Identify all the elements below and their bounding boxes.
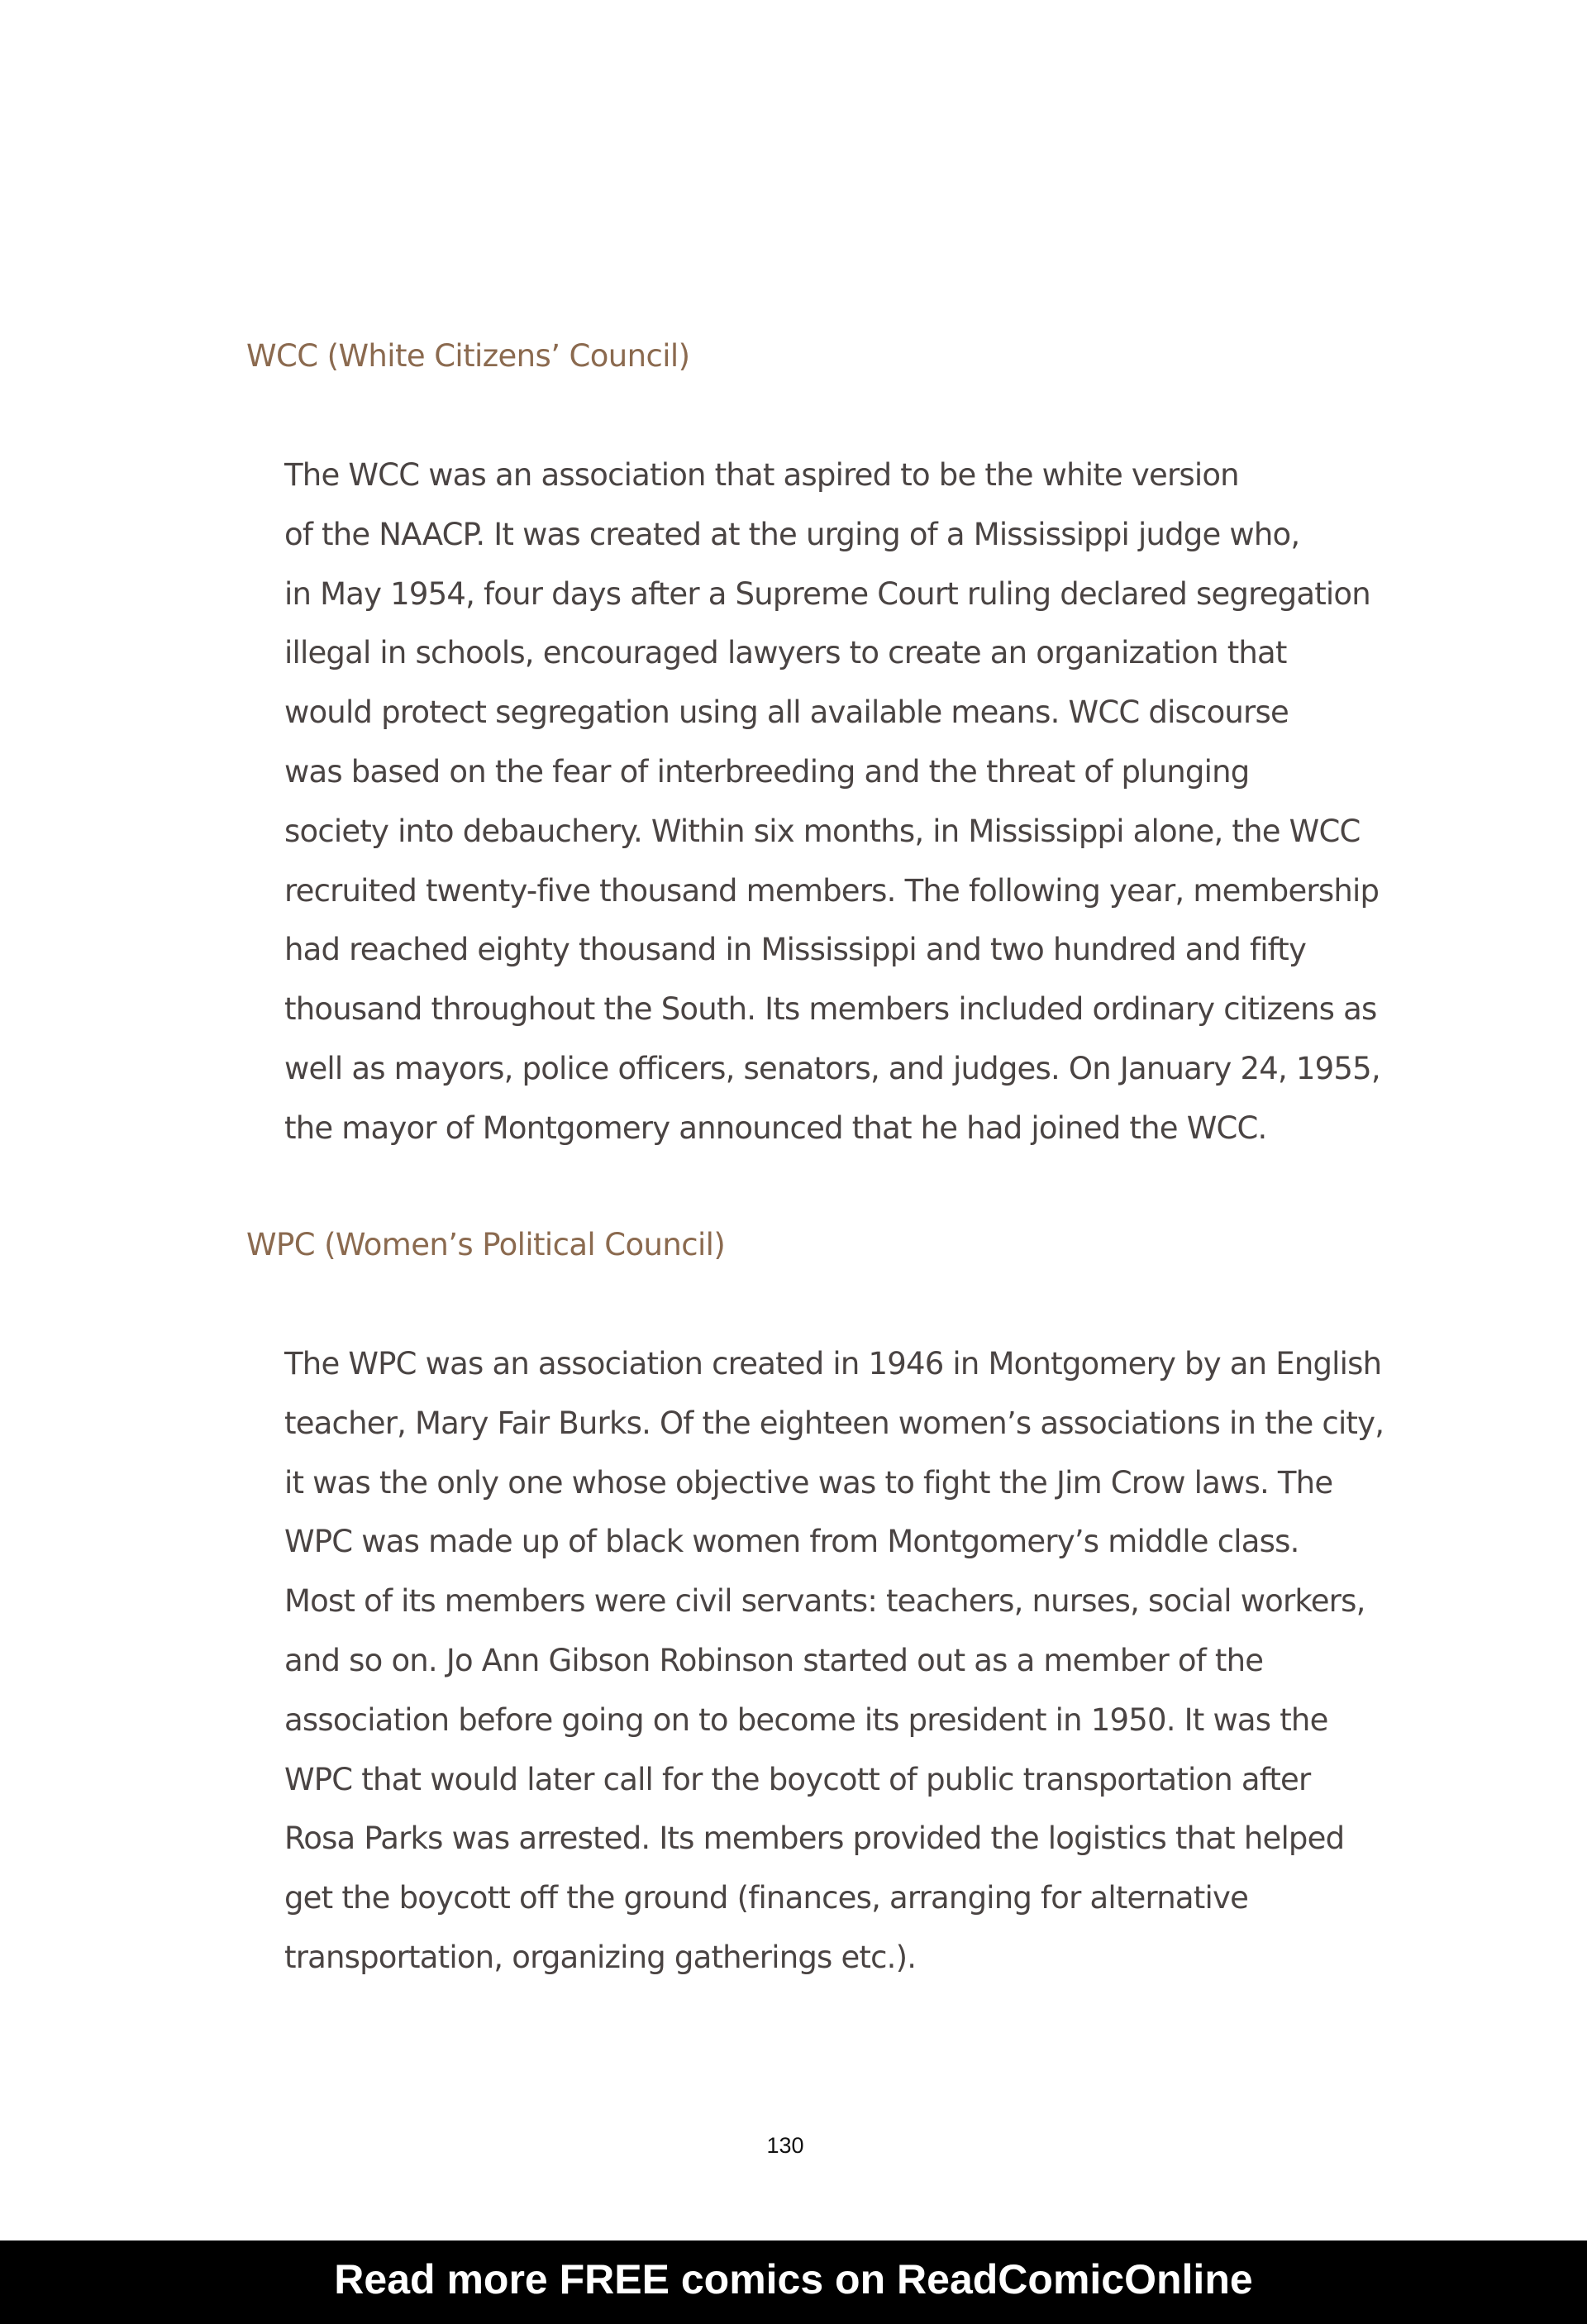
text-line: in May 1954, four days after a Supreme Court ruling declared segregation <box>284 575 1370 612</box>
text-line: of the NAACP. It was created at the urging of a Mississippi judge who, <box>284 516 1300 552</box>
text-line: WPC that would later call for the boycott of public transportation after <box>284 1761 1311 1797</box>
text-line: society into debauchery. Within six months, in Mississippi alone, the WCC <box>284 813 1361 849</box>
section-body-wcc <box>284 446 1392 1158</box>
section-body-wpc <box>284 1334 1392 1988</box>
text-line: recruited twenty-five thousand members. The following year, membership <box>284 872 1380 909</box>
text-line: had reached eighty thousand in Mississippi and two hundred and fifty <box>284 932 1307 968</box>
text-line: get the boycott off the ground (finances, arranging for alternative <box>284 1880 1249 1916</box>
section-heading-wpc: WPC (Women’s Political Council) <box>246 1227 726 1262</box>
text-line: well as mayors, police officers, senators, and judges. On January 24, 1955, <box>284 1050 1380 1086</box>
promo-banner[interactable] <box>0 2240 1587 2324</box>
text-line: and so on. Jo Ann Gibson Robinson started out as a member of the <box>284 1642 1264 1678</box>
page-number: 130 <box>766 2133 804 2158</box>
text-line: would protect segregation using all available means. WCC discourse <box>284 694 1289 731</box>
section-heading-wcc: WCC (White Citizens’ Council) <box>246 338 690 374</box>
text-line: The WPC was an association created in 1946 in Montgomery by an English <box>284 1346 1382 1382</box>
text-line: the mayor of Montgomery announced that he had joined the WCC. <box>284 1110 1267 1146</box>
text-line: The WCC was an association that aspired to be the white version <box>284 457 1239 493</box>
text-line: illegal in schools, encouraged lawyers to create an organization that <box>284 635 1287 671</box>
text-line: association before going on to become its president in 1950. It was the <box>284 1701 1328 1738</box>
promo-banner-text[interactable]: Read more FREE comics on ReadComicOnline <box>334 2255 1253 2303</box>
text-line: WPC was made up of black women from Montgomery’s middle class. <box>284 1524 1299 1560</box>
text-line: transportation, organizing gatherings etc.). <box>284 1939 917 1975</box>
text-line: teacher, Mary Fair Burks. Of the eighteen women’s associations in the city, <box>284 1405 1384 1441</box>
text-line: thousand throughout the South. Its members included ordinary citizens as <box>284 991 1377 1028</box>
text-line: was based on the fear of interbreeding and the threat of plunging <box>284 753 1250 790</box>
text-line: Most of its members were civil servants: teachers, nurses, social workers, <box>284 1583 1365 1620</box>
text-line: Rosa Parks was arrested. Its members provided the logistics that helped <box>284 1821 1345 1857</box>
text-line: it was the only one whose objective was to fight the Jim Crow laws. The <box>284 1464 1333 1501</box>
